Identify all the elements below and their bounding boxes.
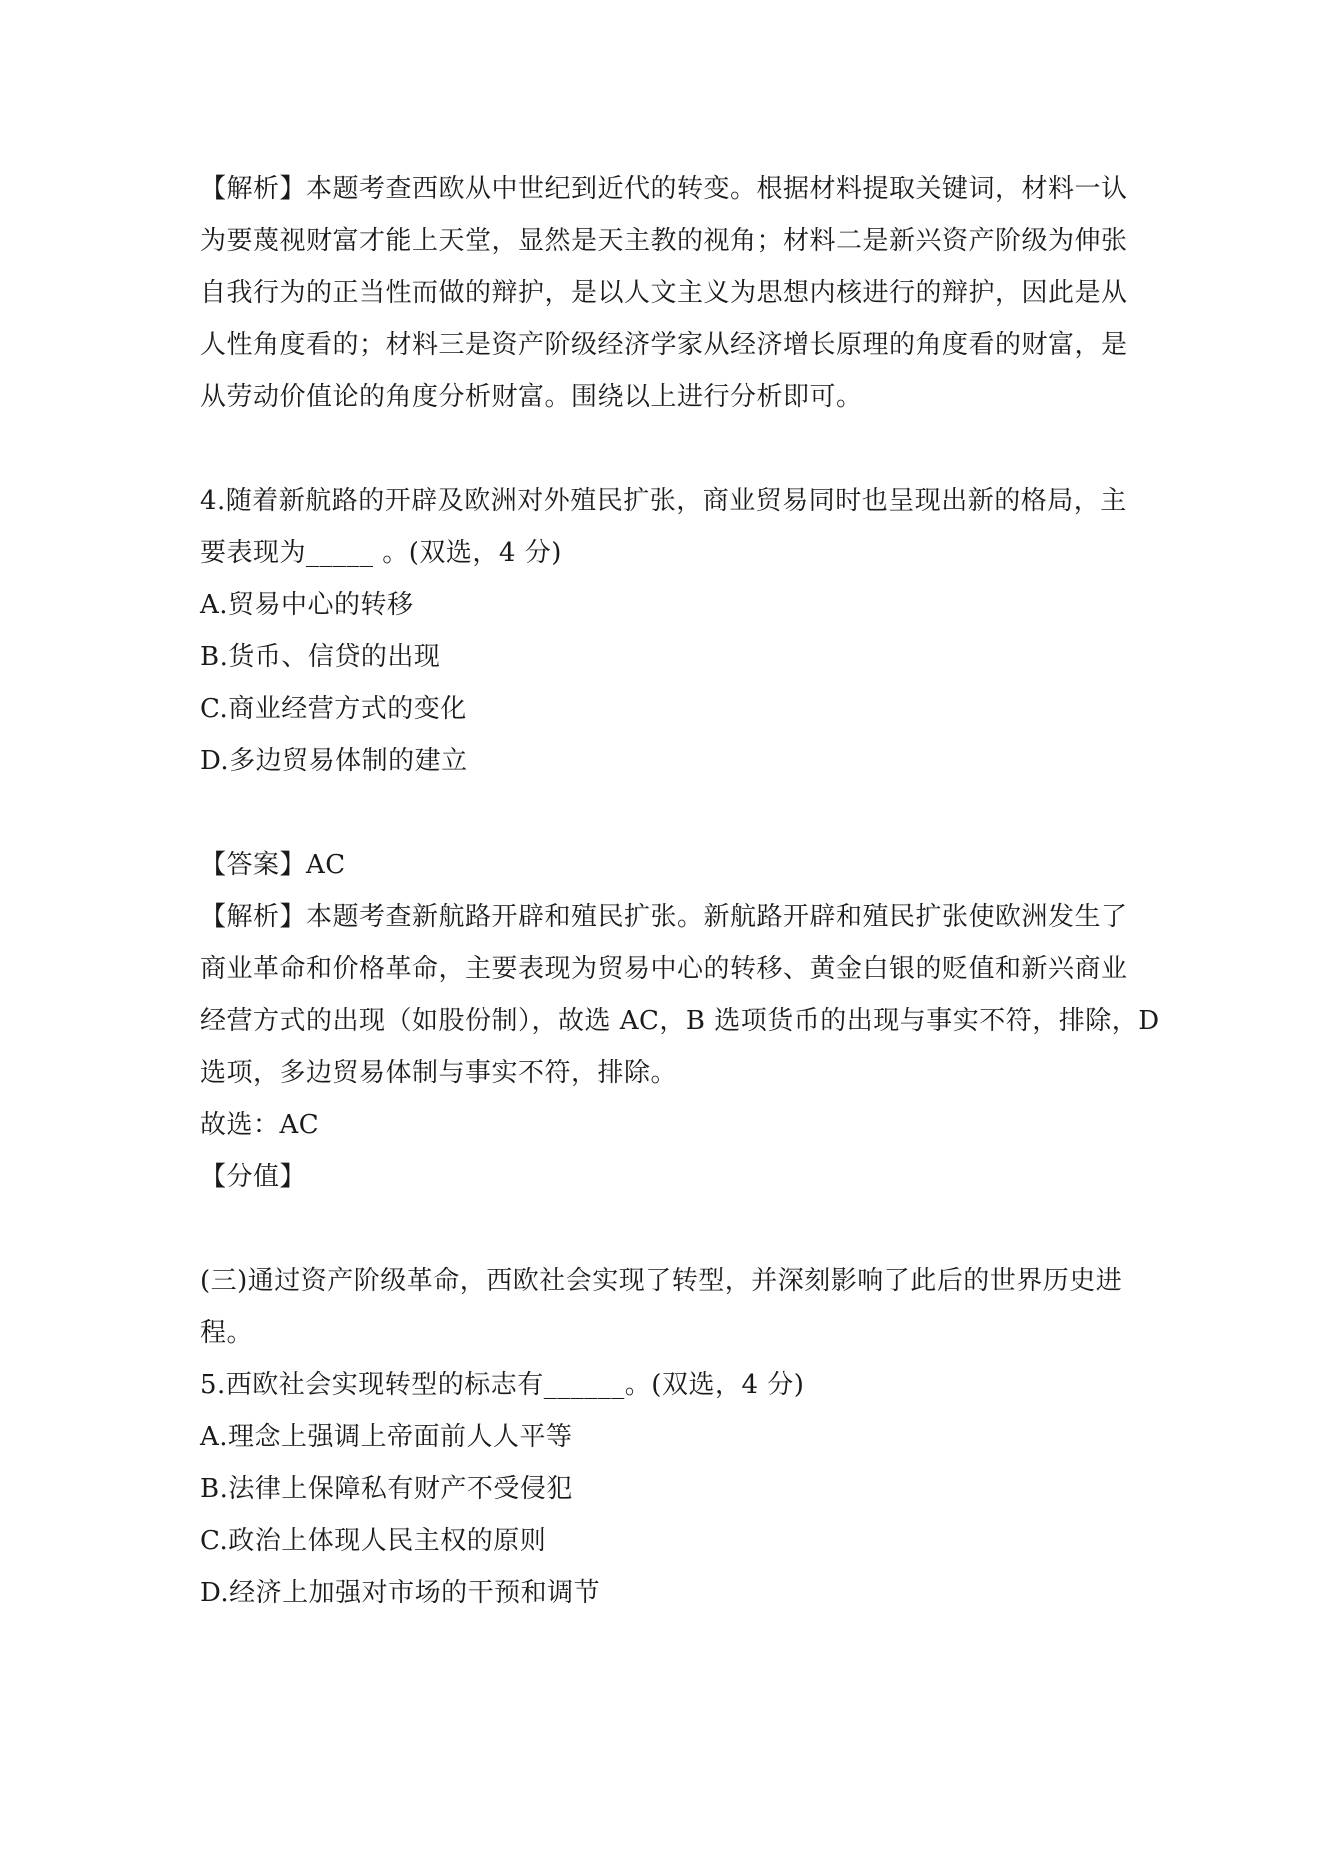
section-line: (三)通过资产阶级革命，西欧社会实现了转型，并深刻影响了此后的世界历史进 [200, 1266, 1123, 1296]
analysis-line: 从劳动价值论的角度分析财富。围绕以上进行分析即可。 [200, 382, 863, 412]
question-stem-line: 4.随着新航路的开辟及欧洲对外殖民扩张，商业贸易同时也呈现出新的格局，主 [200, 486, 1127, 516]
option-c: C.政治上体现人民主权的原则 [200, 1526, 547, 1556]
analysis-line: 选项，多边贸易体制与事实不符，排除。 [200, 1058, 678, 1088]
question-stem-line: 5.西欧社会实现转型的标志有______。(双选，4 分) [200, 1370, 805, 1400]
option-d: D.多边贸易体制的建立 [200, 746, 468, 776]
option-b: B.法律上保障私有财产不受侵犯 [200, 1474, 573, 1504]
option-b: B.货币、信贷的出现 [200, 642, 441, 672]
score-label: 【分值】 [200, 1162, 307, 1192]
analysis-line: 自我行为的正当性而做的辩护，是以人文主义为思想内核进行的辩护，因此是从 [200, 278, 1128, 308]
section-line: 程。 [200, 1318, 254, 1348]
option-a: A.贸易中心的转移 [200, 590, 414, 620]
analysis-line: 经营方式的出现（如股份制），故选 AC，B 选项货币的出现与事实不符，排除，D [200, 1006, 1160, 1036]
answer-label: 【答案】AC [200, 850, 346, 880]
option-d: D.经济上加强对市场的干预和调节 [200, 1578, 601, 1608]
option-c: C.商业经营方式的变化 [200, 694, 467, 724]
analysis-line: 【解析】本题考查新航路开辟和殖民扩张。新航路开辟和殖民扩张使欧洲发生了 [200, 902, 1128, 932]
analysis-line: 为要蔑视财富才能上天堂，显然是天主教的视角；材料二是新兴资产阶级为伸张 [200, 226, 1128, 256]
analysis-line: 【解析】本题考查西欧从中世纪到近代的转变。根据材料提取关键词，材料一认 [200, 174, 1128, 204]
analysis-line: 人性角度看的；材料三是资产阶级经济学家从经济增长原理的角度看的财富，是 [200, 330, 1128, 360]
choice-line: 故选：AC [200, 1110, 320, 1140]
option-a: A.理念上强调上帝面前人人平等 [200, 1422, 573, 1452]
question-stem-line: 要表现为_____ 。(双选，4 分) [200, 538, 562, 568]
analysis-line: 商业革命和价格革命，主要表现为贸易中心的转移、黄金白银的贬值和新兴商业 [200, 954, 1128, 984]
